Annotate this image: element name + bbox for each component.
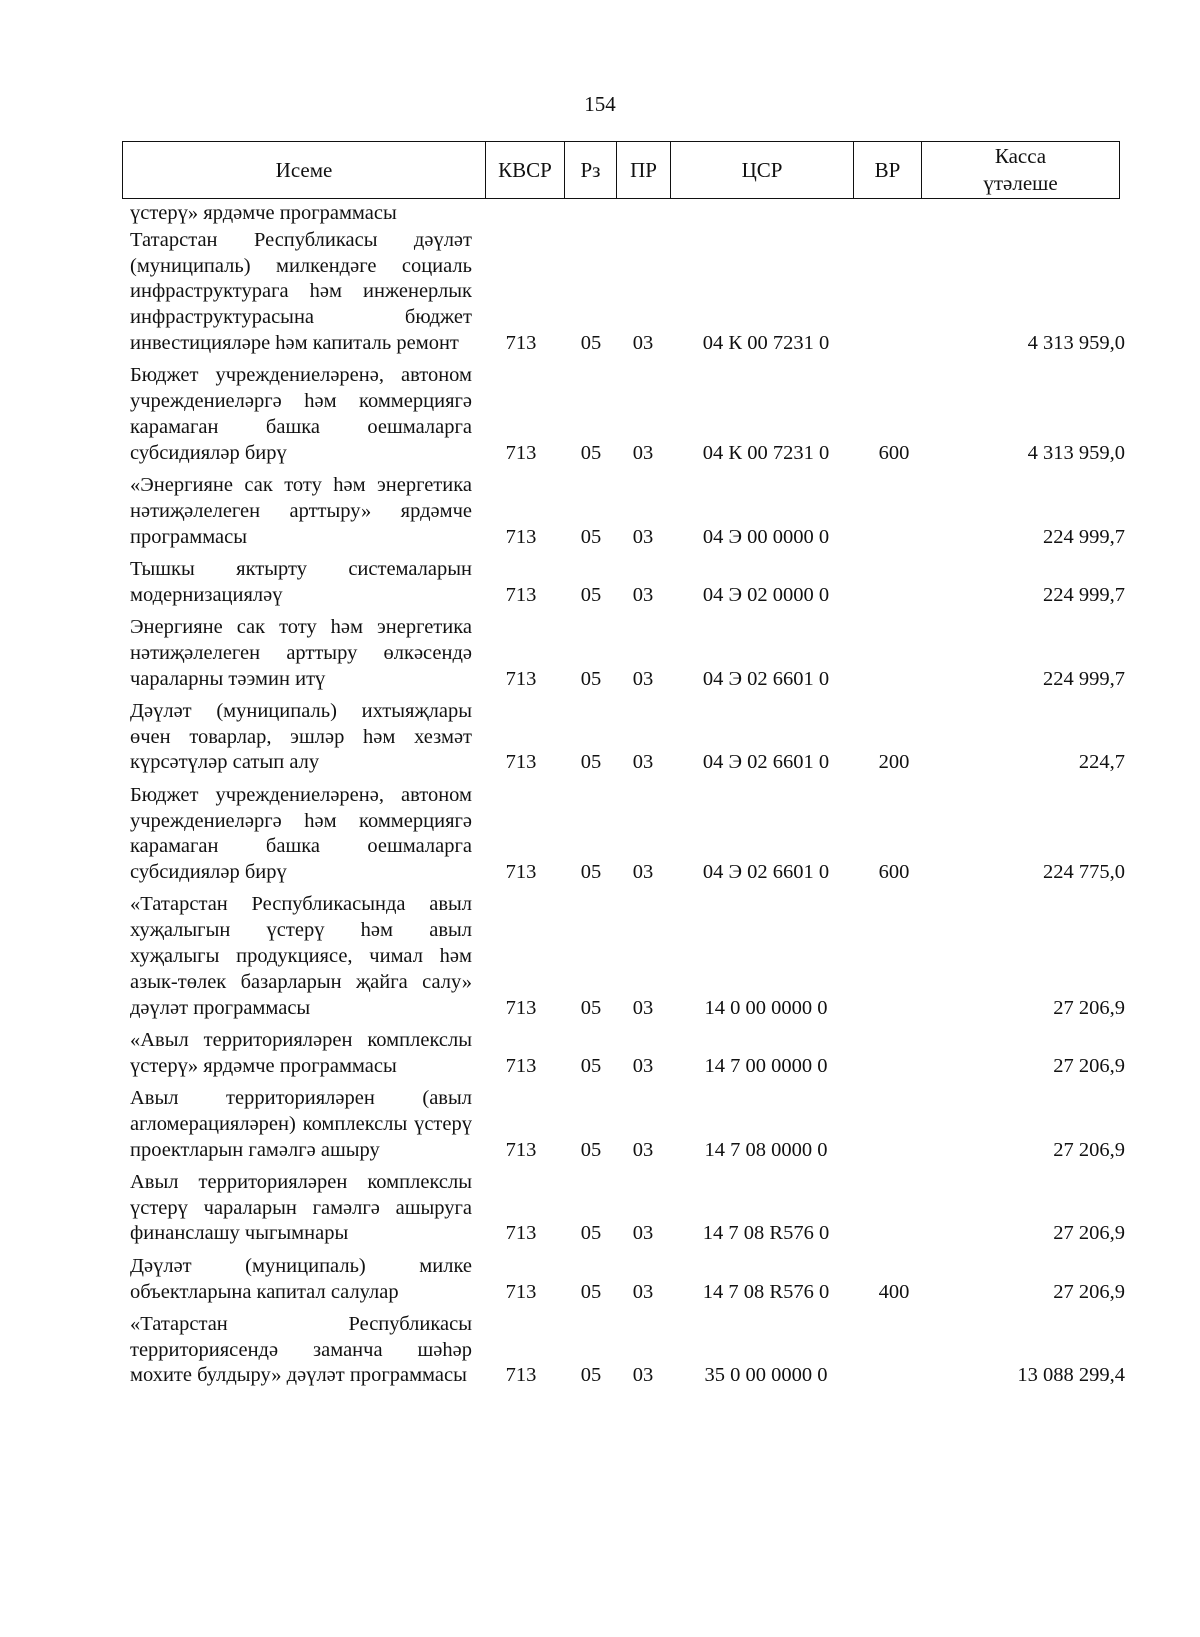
table-row: [130, 1170, 1125, 1254]
row-csr: 14 0 00 0000 0: [704, 996, 828, 1019]
row-amount: 224 999,7: [1043, 667, 1125, 690]
row-kvsr: 713: [505, 583, 537, 606]
header-name: Исеме: [123, 142, 486, 199]
row-amount: 27 206,9: [1053, 996, 1125, 1019]
row-name: үстерү» ярдәмче программасы: [130, 202, 397, 224]
table-row: [130, 1086, 1125, 1170]
header-amount-line2: үтәлеше: [983, 171, 1058, 195]
header-kvsr: КВСР: [486, 142, 565, 199]
row-name: Энергияне сак тоту һәм энергетика нәтиҗәлелеген арттыру өлкәсендә чараларны тәэмин итү: [130, 615, 472, 690]
row-vr: [858, 615, 930, 699]
row-name: Бюджет учреждениеләренә, автоном учреждениеләргә һәм коммерциягә карамаган башка оешмаларга субсидияләр бирү: [130, 783, 472, 884]
row-name: «Татарстан Республикасы территориясендә заманча шәһәр мохите булдыру» дәүләт программасы: [130, 1312, 472, 1387]
row-name: «Энергияне сак тоту һәм энергетика нәтиҗәлелеген арттыру» ярдәмче программасы: [130, 473, 472, 548]
row-vr: [858, 228, 930, 363]
row-pr: 03: [632, 751, 654, 774]
row-amount: 27 206,9: [1053, 1222, 1125, 1245]
row-csr: 35 0 00 0000 0: [704, 1364, 828, 1387]
row-csr: 14 7 00 0000 0: [704, 1054, 828, 1077]
row-pr: 03: [632, 861, 654, 884]
row-pr: 03: [632, 667, 654, 690]
row-amount: 13 088 299,4: [1017, 1364, 1125, 1387]
row-vr: [858, 473, 930, 557]
row-rz: 05: [580, 525, 602, 548]
row-pr: 03: [632, 1364, 654, 1387]
row-rz: 05: [580, 667, 602, 690]
row-vr: 600: [878, 441, 910, 464]
row-amount: 27 206,9: [1053, 1280, 1125, 1303]
table-row: [130, 1254, 1125, 1312]
row-vr: 400: [878, 1280, 910, 1303]
row-rz: 05: [580, 1364, 602, 1387]
row-kvsr: 713: [505, 525, 537, 548]
table-row: [130, 201, 1125, 228]
row-name: «Авыл территорияләрен комплекслы үстерү» ярдәмче программасы: [130, 1028, 472, 1077]
row-csr: 04 Э 02 6601 0: [702, 667, 830, 690]
row-pr: 03: [632, 1054, 654, 1077]
row-csr: 04 К 00 7231 0: [702, 441, 830, 464]
row-kvsr: 713: [505, 751, 537, 774]
row-rz: 05: [580, 441, 602, 464]
row-pr: 03: [632, 583, 654, 606]
budget-table-body: [130, 201, 1125, 1396]
header-csr: ЦСР: [671, 142, 854, 199]
row-pr: [612, 201, 674, 228]
row-name: Дәүләт (муниципаль) милке объектларына капитал салулар: [130, 1254, 472, 1303]
row-csr: 04 Э 02 6601 0: [702, 751, 830, 774]
row-amount: 4 313 959,0: [1027, 331, 1125, 354]
header-pr: ПР: [617, 142, 671, 199]
row-amount: 27 206,9: [1053, 1138, 1125, 1161]
row-csr: [674, 201, 858, 228]
row-name: Авыл территорияләрен (авыл агломерацияләрен) комплекслы үстерү проектларын гамәлгә ашыру: [130, 1087, 472, 1161]
row-vr: [858, 1086, 930, 1170]
row-csr: 14 7 08 R576 0: [702, 1280, 830, 1303]
table-row: [130, 1028, 1125, 1086]
row-pr: 03: [632, 1280, 654, 1303]
table-row: [130, 1312, 1125, 1396]
row-vr: [858, 557, 930, 615]
row-amount: 224,7: [1078, 751, 1125, 774]
row-rz: 05: [580, 861, 602, 884]
row-kvsr: 713: [505, 1138, 537, 1161]
row-name: Дәүләт (муниципаль) ихтыяҗлары өчен товарлар, эшләр һәм хезмәт күрсәтүләр сатып алу: [130, 699, 472, 774]
row-amount: 224 999,7: [1043, 525, 1125, 548]
row-amount: 27 206,9: [1053, 1054, 1125, 1077]
table-row: [130, 363, 1125, 473]
row-vr: [858, 892, 930, 1027]
row-rz: 05: [580, 1280, 602, 1303]
row-kvsr: 713: [505, 441, 537, 464]
row-csr: 04 Э 02 6601 0: [702, 861, 830, 884]
row-rz: 05: [580, 1054, 602, 1077]
table-row: [130, 473, 1125, 557]
row-kvsr: 713: [505, 861, 537, 884]
row-kvsr: [472, 201, 570, 228]
row-csr: 14 7 08 0000 0: [704, 1138, 828, 1161]
row-rz: 05: [580, 583, 602, 606]
row-pr: 03: [632, 1222, 654, 1245]
table-row: [130, 783, 1125, 893]
row-rz: 05: [580, 1138, 602, 1161]
row-vr: [858, 201, 930, 228]
row-kvsr: 713: [505, 667, 537, 690]
row-amount: 224 775,0: [1043, 861, 1125, 884]
table-row: [130, 228, 1125, 363]
budget-table: [130, 201, 1125, 1396]
row-rz: [570, 201, 612, 228]
table-row: [130, 892, 1125, 1027]
row-csr: 04 Э 02 0000 0: [702, 583, 830, 606]
row-rz: 05: [580, 1222, 602, 1245]
row-kvsr: 713: [505, 1222, 537, 1245]
row-amount: [930, 201, 1125, 228]
table-row: [130, 699, 1125, 783]
row-pr: 03: [632, 331, 654, 354]
row-amount: 4 313 959,0: [1027, 441, 1125, 464]
row-rz: 05: [580, 751, 602, 774]
page-number: 154: [584, 92, 616, 116]
row-amount: 224 999,7: [1043, 583, 1125, 606]
row-vr: [858, 1170, 930, 1254]
header-rz: Рз: [565, 142, 617, 199]
row-pr: 03: [632, 1138, 654, 1161]
row-csr: 14 7 08 R576 0: [702, 1222, 830, 1245]
row-vr: 200: [878, 751, 910, 774]
row-name: Авыл территорияләрен комплекслы үстерү чараларын гамәлгә ашыруга финанслашу чыгымнары: [130, 1170, 472, 1245]
row-vr: [858, 1028, 930, 1086]
header-vr: ВР: [854, 142, 922, 199]
row-kvsr: 713: [505, 1280, 537, 1303]
header-amount: [922, 142, 1120, 199]
row-csr: 04 Э 00 0000 0: [702, 525, 830, 548]
row-name: «Татарстан Республикасында авыл хуҗалыгын үстерү һәм авыл хуҗалыгы продукциясе, чимал һәм азык-төлек базарларын җайга салу» дәүләт программасы: [130, 893, 472, 1019]
row-name: Бюджет учреждениеләренә, автоном учреждениеләргә һәм коммерциягә карамаган башка оешмаларга субсидияләр бирү: [130, 364, 472, 464]
header-amount-line1: Касса: [994, 144, 1047, 168]
table-row: [130, 615, 1125, 699]
row-vr: 600: [878, 861, 910, 884]
row-pr: 03: [632, 996, 654, 1019]
row-name: Татарстан Республикасы дәүләт (муниципаль) милкендәге социаль инфраструктурага һәм инженерлык инфраструктурасына бюджет инвестицияләре һәм капиталь ремонт: [130, 228, 472, 354]
row-vr: [858, 1312, 930, 1396]
row-rz: 05: [580, 331, 602, 354]
row-pr: 03: [632, 441, 654, 464]
row-kvsr: 713: [505, 1054, 537, 1077]
row-name: Тышкы яктырту системаларын модернизацияләү: [130, 557, 472, 606]
table-row: [130, 557, 1125, 615]
row-csr: 04 К 00 7231 0: [702, 331, 830, 354]
row-kvsr: 713: [505, 331, 537, 354]
row-kvsr: 713: [505, 1364, 537, 1387]
row-pr: 03: [632, 525, 654, 548]
row-rz: 05: [580, 996, 602, 1019]
row-kvsr: 713: [505, 996, 537, 1019]
table-header: [122, 141, 1120, 199]
